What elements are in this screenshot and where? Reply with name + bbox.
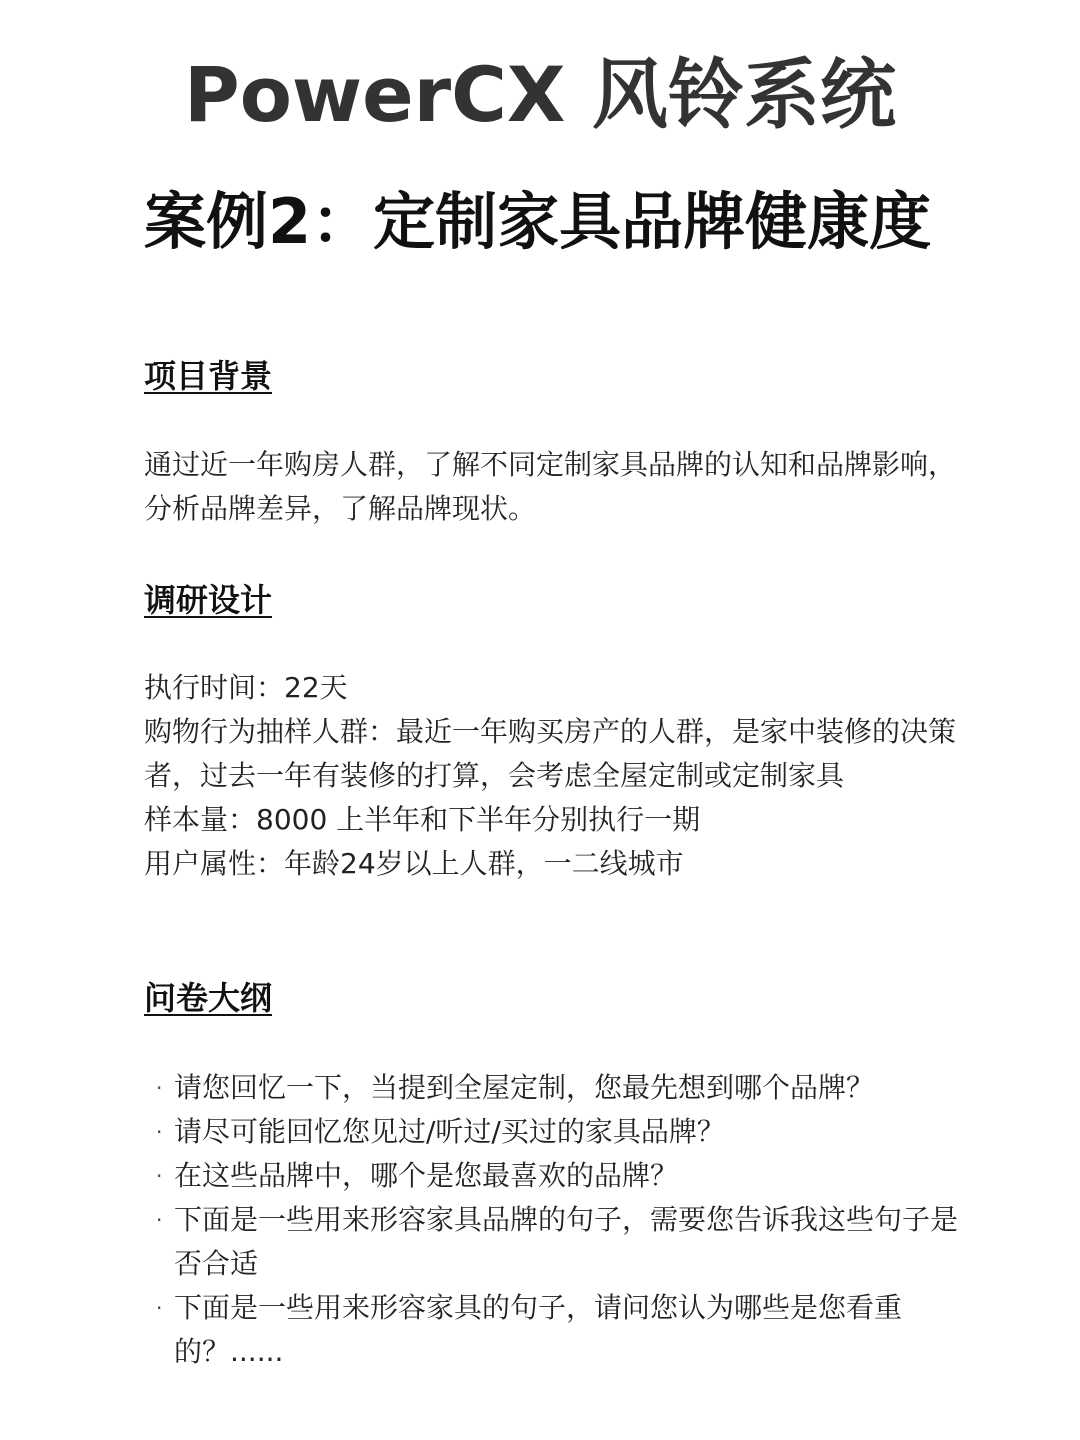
section-heading-design: 调研设计 xyxy=(144,581,273,619)
page-title: 案例2：定制家具品牌健康度 xyxy=(144,185,932,258)
design-details xyxy=(144,666,960,886)
list-item-text: 在这些品牌中，哪个是您最喜欢的品牌？ xyxy=(174,1159,679,1192)
bullet-icon: · xyxy=(156,1120,163,1144)
questionnaire-outline-list xyxy=(144,1066,960,1374)
background-text xyxy=(144,443,960,531)
design-line-user-attributes: 用户属性：年龄24岁以上人群，一二线城市 xyxy=(144,847,684,880)
bullet-icon: · xyxy=(156,1076,163,1100)
list-item-text: 下面是一些用来形容家具的句子，请问您认为哪些是您看重的？...... xyxy=(174,1291,903,1368)
bullet-icon: · xyxy=(156,1296,163,1320)
list-item xyxy=(144,1066,960,1110)
list-item xyxy=(144,1198,960,1286)
list-item xyxy=(144,1110,960,1154)
brand-logo xyxy=(0,52,1080,138)
brand-logo-text: PowerCX 风铃系统 xyxy=(184,50,896,139)
list-item xyxy=(144,1154,960,1198)
design-line-sample-size: 样本量：8000 上半年和下半年分别执行一期 xyxy=(144,803,701,836)
design-line-sample-population: 购物行为抽样人群：最近一年购买房产的人群，是家中装修的决策者，过去一年有装修的打算，会考虑全屋定制或定制家具 xyxy=(144,715,957,792)
section-heading-outline: 问卷大纲 xyxy=(144,979,273,1017)
background-paragraph: 通过近一年购房人群，了解不同定制家具品牌的认知和品牌影响，分析品牌差异，了解品牌现状。 xyxy=(144,448,957,525)
design-line-duration: 执行时间：22天 xyxy=(144,671,348,704)
bullet-icon: · xyxy=(156,1208,163,1232)
list-item xyxy=(144,1286,960,1374)
list-item-text: 请您回忆一下，当提到全屋定制，您最先想到哪个品牌？ xyxy=(174,1071,875,1104)
list-item-text: 请尽可能回忆您见过/听过/买过的家具品牌？ xyxy=(174,1115,725,1148)
list-item-text: 下面是一些用来形容家具品牌的句子，需要您告诉我这些句子是否合适 xyxy=(174,1203,959,1280)
section-heading-background: 项目背景 xyxy=(144,357,273,395)
bullet-icon: · xyxy=(156,1164,163,1188)
